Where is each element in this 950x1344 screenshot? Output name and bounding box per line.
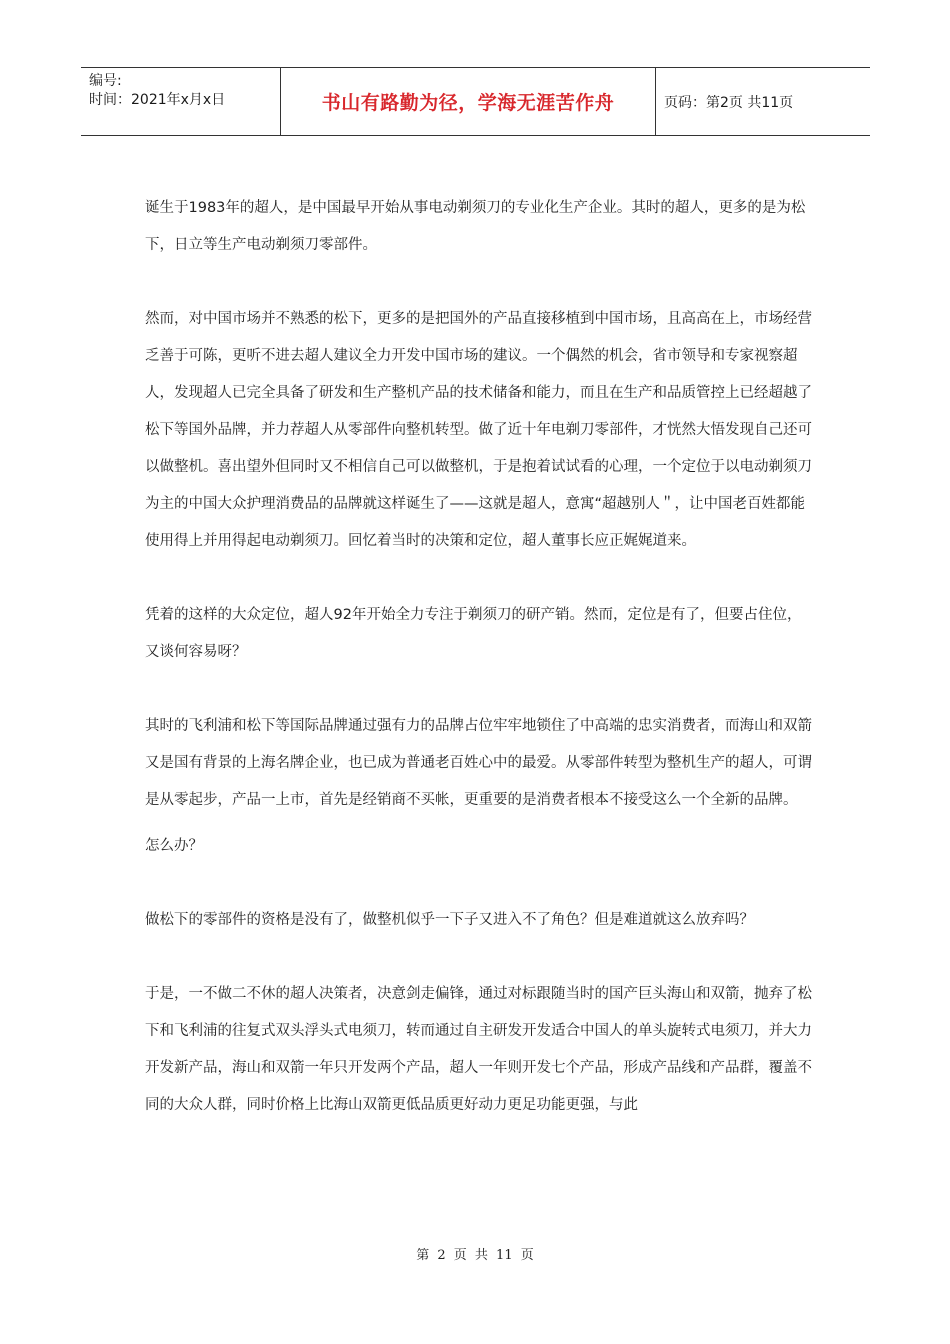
paragraph: 于是，一不做二不休的超人决策者，决意剑走偏锋，通过对标跟随当时的国产巨头海山和双箭，抛弃了松下和飞利浦的往复式双头浮头式电须刀，转而通过自主研发开发适合中国人的单头旋转式电须刀，并大力开发新产品，海山和双箭一年只开发两个产品，超人一年则开发七个产品，形成产品线和产品群，覆盖不同的大众人群，同时价格上比海山双箭更低品质更好动力更足功能更强，与此 [145,986,812,1113]
paragraph: 然而，对中国市场并不熟悉的松下，更多的是把国外的产品直接移植到中国市场，且高高在上，市场经营乏善于可陈，更听不进去超人建议全力开发中国市场的建议。一个偶然的机会，省市领导和专家视察超人，发现超人已完全具备了研发和生产整机产品的技术储备和能力，而且在生产和品质管控上已经超越了松下等国外品牌，并力荐超人从零部件向整机转型。做了近十年电剃刀零部件，才恍然大悟发现自己还可以做整机。喜出望外但同时又不相信自己可以做整机，于是抱着试试看的心理，一个定位于以电动剃须刀为主的中国大众护理消费品的品牌就这样诞生了——这就是超人，意寓“超越别人＂，让中国老百姓都能使用得上并用得起电动剃须刀。回忆着当时的决策和定位，超人董事长应正娓娓道来。 [145,311,812,549]
page-header [81,67,870,136]
document-date: 时间：2021年x月x日 [89,92,226,108]
header-meta [81,68,281,135]
document-body [145,190,813,1161]
paragraph: 做松下的零部件的资格是没有了，做整机似乎一下子又进入不了角色？但是难道就这么放弃吗？ [145,912,754,928]
document-number-label: 编号: [89,73,122,89]
paragraph: 凭着的这样的大众定位，超人92年开始全力专注于剃须刀的研产销。然而，定位是有了，但要占住位，又谈何容易呀？ [145,607,802,660]
paragraph: 其时的飞利浦和松下等国际品牌通过强有力的品牌占位牢牢地锁住了中高端的忠实消费者，而海山和双箭又是国有背景的上海名牌企业，也已成为普通老百姓心中的最爱。从零部件转型为整机生产的超人，可谓是从零起步，产品一上市，首先是经销商不买帐，更重要的是消费者根本不接受这么一个全新的品牌。 [145,718,812,808]
header-motto: 书山有路勤为径，学海无涯苦作舟 [281,68,656,135]
header-page-info: 页码：第2页 共11页 [664,94,794,111]
paragraph: 怎么办？ [145,838,203,854]
paragraph: 诞生于1983年的超人，是中国最早开始从事电动剃须刀的专业化生产企业。其时的超人，更多的是为松下，日立等生产电动剃须刀零部件。 [145,200,806,253]
page-footer: 第 2 页 共 11 页 [416,1248,534,1263]
